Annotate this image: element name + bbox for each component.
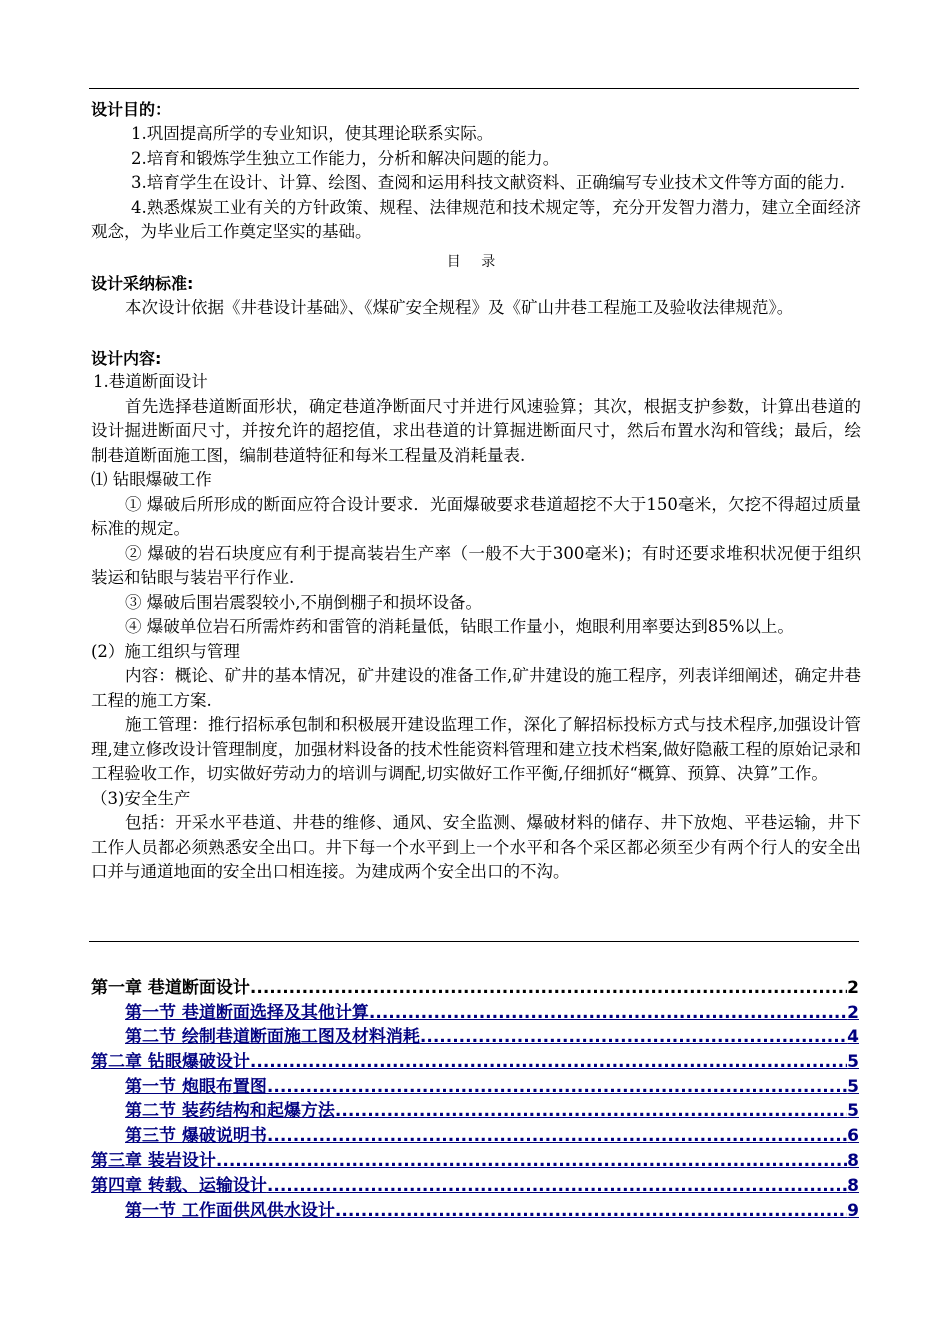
toc-entry-page: 6: [847, 1126, 859, 1146]
toc-entry[interactable]: [125, 1124, 859, 1148]
toc-entry-page: 8: [847, 1176, 859, 1196]
toc-dot-leader: [335, 1199, 847, 1223]
toc-entry[interactable]: [125, 1075, 859, 1099]
toc-entry[interactable]: [91, 1174, 859, 1198]
purpose-item: 2.培育和锻炼学生独立工作能力，分析和解决问题的能力。: [131, 148, 560, 168]
content-section: [91, 348, 861, 885]
toc-entry-label: 第一节 巷道断面选择及其他计算: [125, 1003, 369, 1023]
content-sub2-item: ③ 爆破后围岩震裂较小,不崩倒棚子和损坏设备。: [125, 592, 482, 612]
purpose-item: 4.熟悉煤炭工业有关的方针政策、规程、法律规范和技术规定等，充分开发智力潜力，建立全面经济观念，为毕业后工作奠定坚实的基础。: [91, 197, 861, 241]
top-rule: [89, 88, 859, 89]
standards-heading: 设计采纳标准:: [91, 274, 194, 293]
content-sub2-item: ④ 爆破单位岩石所需炸药和雷管的消耗量低，钻眼工作量小，炮眼利用率要达到85%以上。: [125, 617, 794, 636]
toc-entry-page: 4: [847, 1027, 859, 1047]
content-sub4-text: 包括：开采水平巷道、井巷的维修、通风、安全监测、爆破材料的储存、井下放炮、平巷运输，井下工作人员都必须熟悉安全出口。井下每一个水平到上一个水平和各个采区都必须至少有两个行人的安全出口并与通道地面的安全出口相连接。为建成两个安全出口的不沟。: [91, 813, 861, 881]
toc-entry-page: 2: [847, 978, 859, 998]
purpose-heading: 设计目的：: [91, 100, 172, 119]
toc-title: 目 录: [446, 254, 504, 270]
toc-entry-page: 2: [847, 1003, 859, 1023]
content-sub2-item: ② 爆破的岩石块度应有利于提高装岩生产率（一般不大于300毫米)；有时还要求堆积状况便于组织装运和钻眼与装岩平行作业.: [91, 543, 861, 587]
toc-dot-leader: [250, 976, 847, 1000]
content-heading: 设计内容:: [91, 349, 162, 368]
content-sub4-title: （3)安全生产: [91, 788, 191, 808]
toc-entry[interactable]: [125, 1099, 859, 1123]
toc-entry-page: 5: [847, 1101, 859, 1121]
toc-entry[interactable]: [91, 1050, 859, 1074]
toc-entry-label: 第一章 巷道断面设计: [91, 978, 250, 998]
content-sub3-item: 施工管理：推行招标承包制和积极展开建设监理工作，深化了解招标投标方式与技术程序,加强设计管理,建立修改设计管理制度，加强材料设备的技术性能资料管理和建立技术档案,做好隐蔽工程的原始记录和工程验收工作，切实做好劳动力的培训与调配,切实做好工作平衡,仔细抓好“概算、预算、决算”工作。: [91, 715, 861, 783]
toc-entry-label: 第一节 工作面供风供水设计: [125, 1201, 335, 1221]
toc-entry[interactable]: [91, 976, 859, 1000]
toc-entry-page: 5: [847, 1077, 859, 1097]
bottom-rule: [89, 941, 859, 942]
toc-entry[interactable]: [125, 1001, 859, 1025]
toc-dot-leader: [335, 1099, 847, 1123]
content-sub1-text: 首先选择巷道断面形状，确定巷道净断面尺寸并进行风速验算；其次，根据支护参数，计算出巷道的设计掘进断面尺寸，并按允许的超挖值，求出巷道的计算掘进断面尺寸，然后布置水沟和管线；最后，绘制巷道断面施工图，编制巷道特征和每米工程量及消耗量表.: [91, 396, 861, 465]
toc-entry-label: 第二节 绘制巷道断面施工图及材料消耗: [125, 1027, 420, 1047]
purpose-item: 3.培育学生在设计、计算、绘图、查阅和运用科技文献资料、正确编写专业技术文件等方面的能力.: [131, 173, 845, 192]
content-sub3-title: (2）施工组织与管理: [91, 641, 240, 661]
purpose-section: [91, 99, 861, 245]
toc-dot-leader: [369, 1001, 847, 1025]
toc-dot-leader: [267, 1075, 847, 1099]
content-sub2-item: ① 爆破后所形成的断面应符合设计要求．光面爆破要求巷道超挖不大于150毫米，欠挖不得超过质量标准的规定。: [91, 494, 861, 538]
standards-text: 本次设计依据《井巷设计基础》、《煤矿安全规程》及《矿山井巷工程施工及验收法律规范》。: [125, 298, 794, 317]
toc-entry[interactable]: [125, 1025, 859, 1049]
toc-entry-label: 第一节 炮眼布置图: [125, 1077, 267, 1097]
toc-entry-page: 8: [847, 1151, 859, 1171]
toc-entry-label: 第三节 爆破说明书: [125, 1126, 267, 1146]
toc-entry-page: 5: [847, 1052, 859, 1072]
toc-entry-label: 第二节 装药结构和起爆方法: [125, 1101, 335, 1121]
toc-dot-leader: [250, 1050, 847, 1074]
toc-dot-leader: [267, 1174, 847, 1198]
standards-section: [91, 273, 861, 321]
content-sub3-item: 内容：概论、矿井的基本情况，矿井建设的准备工作,矿井建设的施工程序，列表详细阐述，确定井巷工程的施工方案.: [91, 666, 861, 710]
toc-entry[interactable]: [91, 1149, 859, 1173]
toc-entry[interactable]: [125, 1199, 859, 1223]
toc-entry-label: 第四章 转载、运输设计: [91, 1176, 267, 1196]
toc-dot-leader: [216, 1149, 847, 1173]
toc-dot-leader: [267, 1124, 847, 1148]
content-sub2-title: ⑴ 钻眼爆破工作: [91, 470, 212, 489]
toc-entry-label: 第二章 钻眼爆破设计: [91, 1052, 250, 1072]
toc-dot-leader: [420, 1025, 847, 1049]
toc-entry-label: 第三章 装岩设计: [91, 1151, 216, 1171]
content-sub1-title: 1.巷道断面设计: [93, 372, 208, 391]
toc-entry-page: 9: [847, 1201, 859, 1221]
purpose-item: 1.巩固提高所学的专业知识，使其理论联系实际。: [131, 124, 494, 143]
